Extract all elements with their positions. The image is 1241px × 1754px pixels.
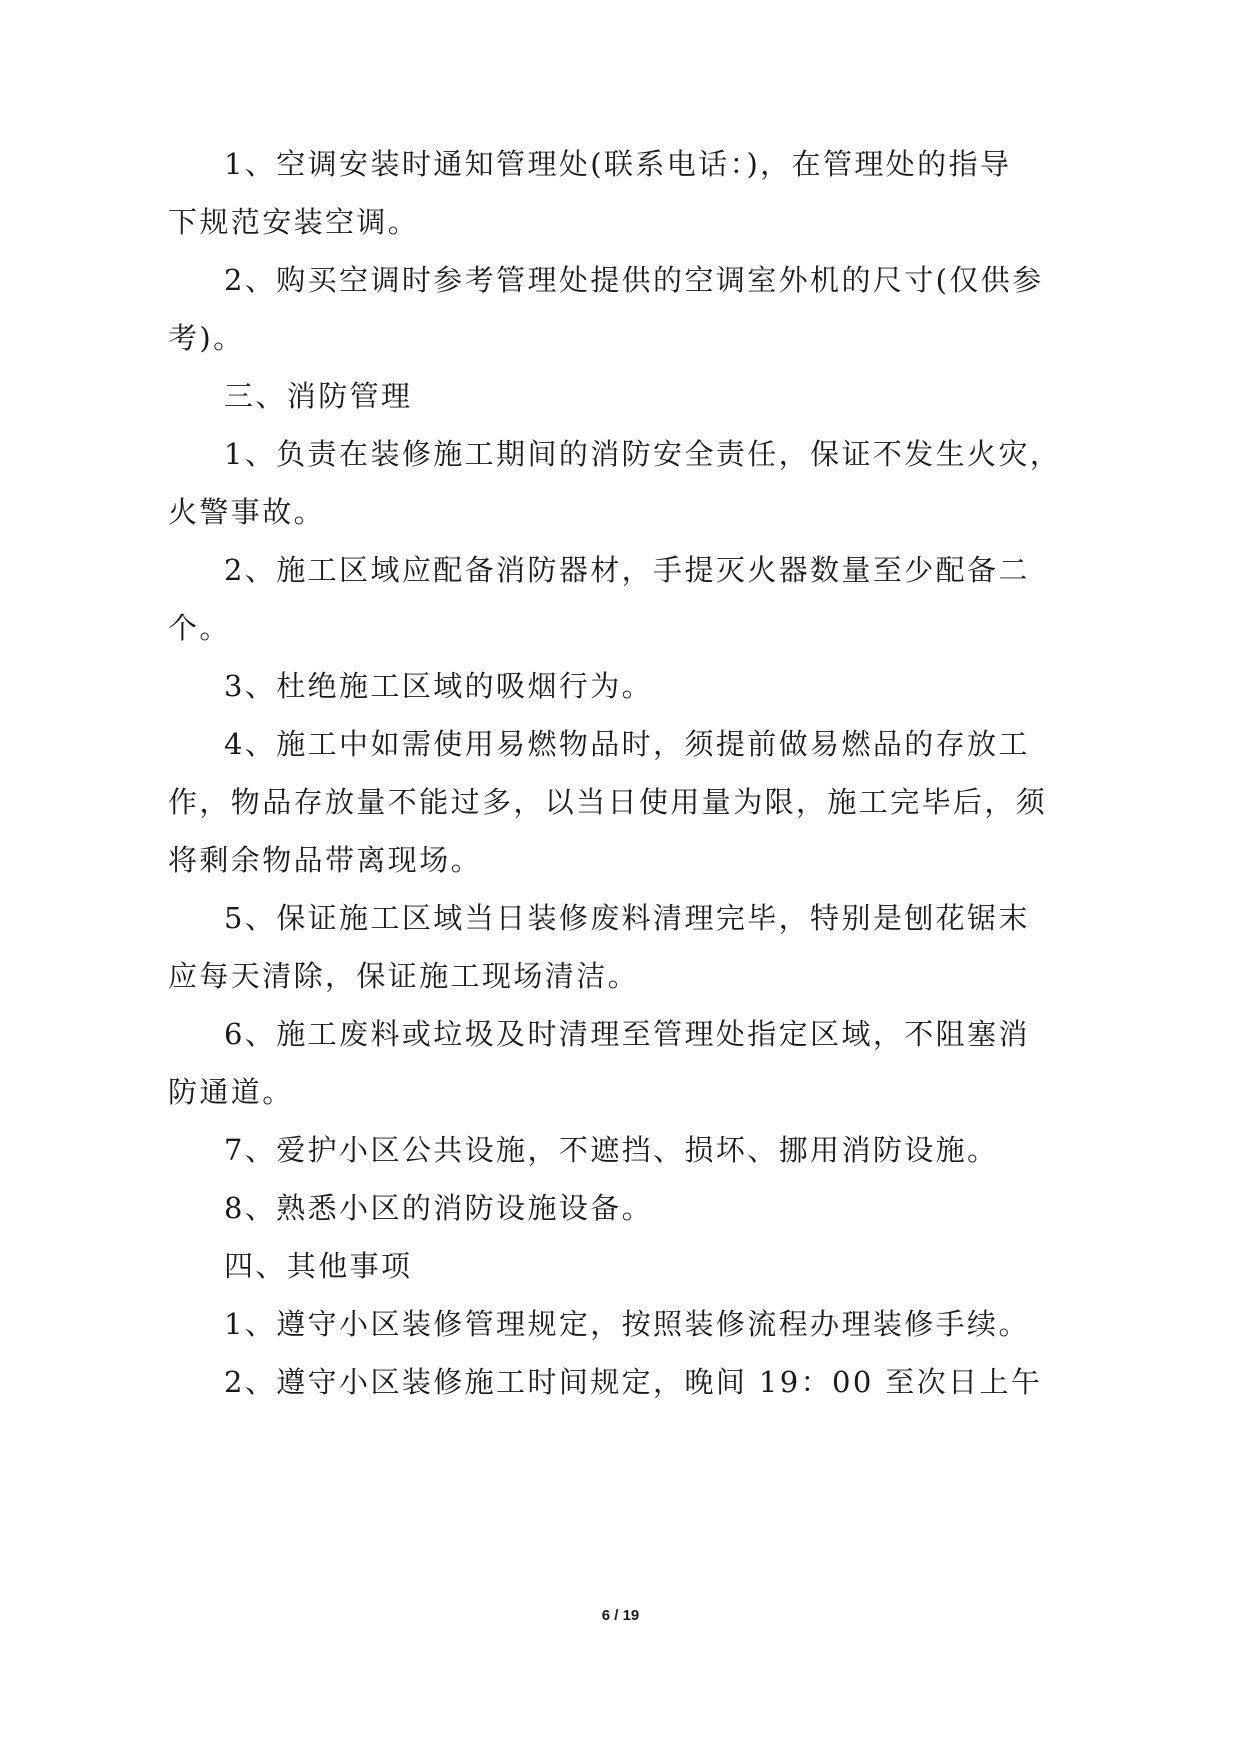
text-line: 考)。 — [168, 321, 245, 355]
text-line: 防通道。 — [168, 1075, 294, 1109]
text-line: 下规范安装空调。 — [168, 205, 420, 239]
text-line: 作，物品存放量不能过多，以当日使用量为限，施工完毕后，须 — [168, 785, 1048, 819]
text-line: 5、保证施工区域当日装修废料清理完毕，特别是刨花锯末 — [224, 901, 1030, 935]
text-line: 个。 — [168, 611, 231, 645]
text-line: 3、杜绝施工区域的吸烟行为。 — [224, 669, 654, 703]
text-line: 1、遵守小区装修管理规定，按照装修流程办理装修手续。 — [224, 1307, 1030, 1341]
section-heading: 四、其他事项 — [224, 1249, 413, 1283]
page-number: 6 / 19 — [601, 1607, 640, 1624]
text-line: 1、负责在装修施工期间的消防安全责任，保证不发生火灾， — [224, 437, 1062, 471]
text-line: 1、空调安装时通知管理处(联系电话：)，在管理处的指导 — [224, 147, 1012, 181]
text-line: 4、施工中如需使用易燃物品时，须提前做易燃品的存放工 — [224, 727, 1030, 761]
text-line: 8、熟悉小区的消防设施设备。 — [224, 1191, 654, 1225]
text-line: 2、遵守小区装修施工时间规定，晚间 19：00 至次日上午 — [224, 1365, 1043, 1399]
text-line: 2、施工区域应配备消防器材，手提灭火器数量至少配备二 — [224, 553, 1030, 587]
text-line: 7、爱护小区公共设施，不遮挡、损坏、挪用消防设施。 — [224, 1133, 999, 1167]
text-line: 火警事故。 — [168, 495, 326, 529]
section-heading: 三、消防管理 — [224, 379, 413, 413]
text-line: 将剩余物品带离现场。 — [168, 843, 483, 877]
text-line: 2、购买空调时参考管理处提供的空调室外机的尺寸(仅供参 — [224, 263, 1044, 297]
text-line: 应每天清除，保证施工现场清洁。 — [168, 959, 640, 993]
text-line: 6、施工废料或垃圾及时清理至管理处指定区域，不阻塞消 — [224, 1017, 1030, 1051]
